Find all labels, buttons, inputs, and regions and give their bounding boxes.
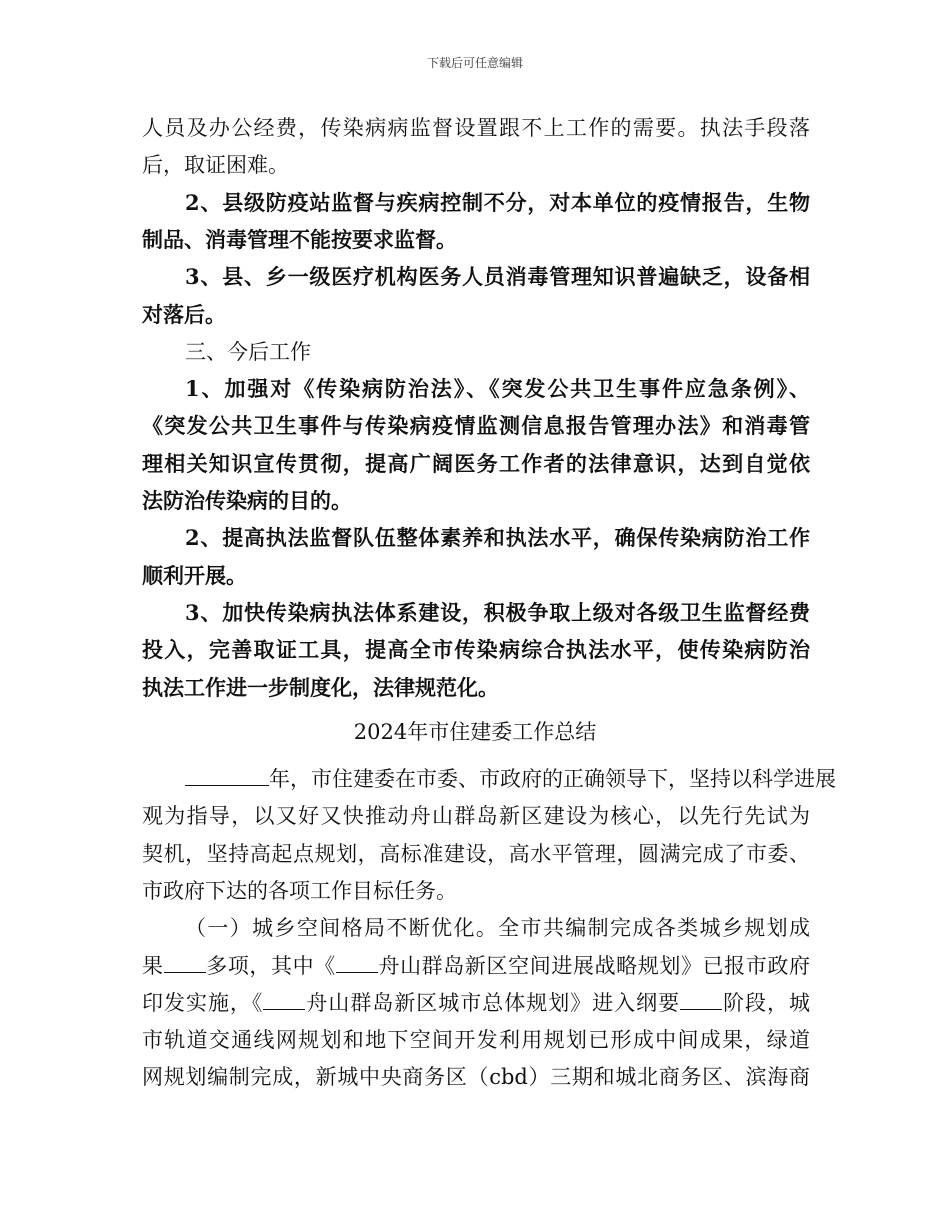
page-header: 下载后可任意编辑: [426, 56, 523, 70]
text-line: 制品、消毒管理不能按要求监督。: [142, 226, 457, 252]
fill-in-blank: [263, 991, 305, 1010]
text-line: 1、加强对《传染病防治法》、《突发公共卫生事件应急条例》、: [185, 376, 810, 402]
text-line: [142, 801, 810, 831]
text-span: 契机，坚持高起点规划，高标准建设，高水平管理，圆满完成了市委、: [142, 841, 810, 866]
text-line: 后，取证困难。: [142, 153, 289, 178]
text-line: [142, 876, 457, 906]
text-line: 法防治传染病的目的。: [142, 488, 352, 513]
text-span: 观为指导，以又好又快推动舟山群岛新区建设为核心，以先行先试为: [142, 804, 810, 829]
fill-in-blank: [185, 767, 227, 786]
text-line: [142, 1062, 810, 1092]
fill-in-blank: [680, 991, 722, 1010]
text-span: 舟山群岛新区空间进展战略规划》已报市政府: [377, 953, 811, 978]
text-span: 阶段，城: [722, 990, 811, 1015]
text-line: 3、县、乡一级医疗机构医务人员消毒管理知识普遍缺乏，设备相: [185, 264, 810, 290]
text-line: 理相关知识宣传贯彻，提高广阔医务工作者的法律意识，达到自觉依: [142, 450, 810, 476]
document-title: 2024年市住建委工作总结: [353, 720, 597, 744]
text-line: 投入，完善取证工具，提高全市传染病综合执法水平，使传染病防治: [142, 637, 810, 663]
text-line: 执法工作进一步制度化，法律规范化。: [142, 674, 499, 700]
text-line: [142, 1025, 810, 1055]
text-line: 2、提高执法监督队伍整体素养和执法水平，确保传染病防治工作: [185, 525, 810, 551]
text-line: 对落后。: [142, 301, 226, 327]
text-span: 印发实施，《: [142, 990, 264, 1015]
text-span: 多项，其中《: [205, 953, 336, 978]
text-span: 果: [142, 953, 164, 978]
text-line: 人员及办公经费，传染病病监督设置跟不上工作的需要。执法手段落: [142, 116, 810, 140]
text-line: 3、加快传染病执法体系建设，积极争取上级对各级卫生监督经费: [185, 599, 810, 625]
fill-in-blank: [164, 954, 206, 973]
text-line: 《突发公共卫生事件与传染病疫情监测信息报告管理办法》和消毒管: [142, 413, 810, 439]
text-span: 市轨道交通线网规划和地下空间开发利用规划已形成中间成果，绿道: [142, 1028, 810, 1053]
text-line: [142, 988, 810, 1018]
text-line: [142, 951, 810, 981]
text-span: （一）城乡空间格局不断优化。全市共编制完成各类城乡规划成: [185, 916, 810, 941]
text-line: [185, 764, 836, 794]
text-line: [185, 913, 810, 943]
text-span: 市政府下达的各项工作目标任务。: [142, 878, 457, 903]
text-line: 三、今后工作: [185, 339, 311, 364]
text-line: [142, 839, 810, 869]
fill-in-blank: [227, 767, 269, 786]
text-span: 网规划编制完成，新城中央商务区（cbd）三期和城北商务区、滨海商: [142, 1065, 810, 1090]
fill-in-blank: [336, 954, 378, 973]
text-span: 舟山群岛新区城市总体规划》进入纲要: [305, 990, 681, 1015]
text-span: 年，市住建委在市委、市政府的正确领导下，坚持以科学进展: [269, 767, 836, 791]
text-line: 顺利开展。: [142, 562, 247, 588]
text-line: 2、县级防疫站监督与疾病控制不分，对本单位的疫情报告，生物: [185, 189, 810, 215]
